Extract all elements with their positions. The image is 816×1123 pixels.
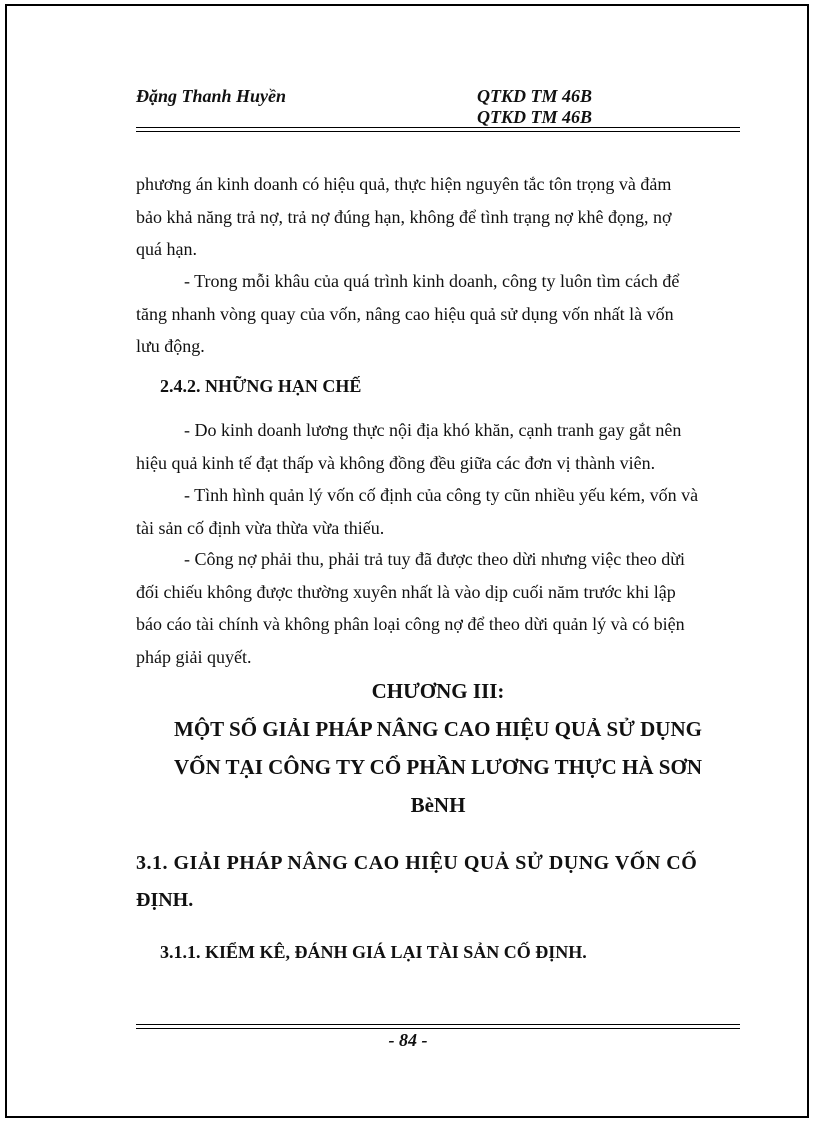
header-dept-line-1: QTKD TM 46B: [477, 86, 593, 106]
header-rule-bottom: [136, 131, 740, 132]
paragraph-limitation-3: [136, 543, 738, 673]
heading-line: 3.1. GIẢI PHÁP NÂNG CAO HIỆU QUẢ SỬ DỤNG VỐN CỐ: [136, 852, 698, 874]
heading-3-1: [136, 845, 740, 919]
text-line: tăng nhanh vòng quay của vốn, nâng cao hiệu quả sử dụng vốn nhất là vốn: [136, 303, 674, 324]
footer-rule-top: [136, 1024, 740, 1025]
chapter-number: CHƯƠNG III:: [371, 679, 505, 703]
chapter-title-line: VỐN TẠI CÔNG TY CỔ PHẦN LƯƠNG THỰC HÀ SƠN: [174, 755, 702, 779]
header-author: Đặng Thanh Huyền: [136, 86, 287, 106]
text-line: bảo khả năng trả nợ, trả nợ đúng hạn, không để tình trạng nợ khê đọng, nợ: [136, 206, 672, 227]
paragraph-continuation: [136, 168, 738, 266]
paragraph-limitation-2: [136, 479, 738, 544]
heading-2-4-2: 2.4.2. NHỮNG HẠN CHẾ: [160, 376, 362, 396]
text-line: - Công nợ phải thu, phải trả tuy đã được theo dừi nhưng việc theo dừi: [184, 549, 685, 569]
header-department: [477, 86, 592, 128]
text-line: đối chiếu không được thường xuyên nhất là vào dịp cuối năm trước khi lập: [136, 581, 676, 602]
footer-rule-bottom: [136, 1028, 740, 1029]
chapter-title-line: MỘT SỐ GIẢI PHÁP NÂNG CAO HIỆU QUẢ SỬ DỤNG: [174, 717, 702, 741]
header-rule-top: [136, 127, 740, 128]
heading-3-1-1: 3.1.1. KIỂM KÊ, ĐÁNH GIÁ LẠI TÀI SẢN CỐ ĐỊNH.: [160, 942, 587, 962]
text-line: - Trong mỗi khâu của quá trình kinh doanh, công ty luôn tìm cách để: [184, 271, 680, 291]
paragraph-capital-turnover: [136, 265, 738, 363]
paragraph-limitation-1: [136, 414, 738, 479]
text-line: - Do kinh doanh lương thực nội địa khó khăn, cạnh tranh gay gắt nên: [184, 420, 682, 440]
text-line: lưu động.: [136, 336, 205, 356]
text-line: tài sản cố định vừa thừa vừa thiếu.: [136, 517, 385, 538]
header-dept-line-2: QTKD TM 46B: [477, 107, 593, 127]
chapter-heading: [136, 672, 740, 824]
chapter-title-line: BèNH: [410, 793, 466, 817]
text-line: báo cáo tài chính và không phân loại công nợ để theo dừi quản lý và có biện: [136, 614, 685, 634]
page-number: - 84 -: [388, 1030, 428, 1050]
text-line: phương án kinh doanh có hiệu quả, thực hiện nguyên tắc tôn trọng và đảm: [136, 174, 672, 194]
heading-line: ĐỊNH.: [136, 889, 194, 911]
text-line: hiệu quả kinh tế đạt thấp và không đồng đều giữa các đơn vị thành viên.: [136, 452, 656, 473]
text-line: quá hạn.: [136, 239, 197, 259]
text-line: pháp giải quyết.: [136, 646, 252, 667]
text-line: - Tình hình quản lý vốn cố định của công ty cũn nhiều yếu kém, vốn và: [184, 485, 699, 505]
